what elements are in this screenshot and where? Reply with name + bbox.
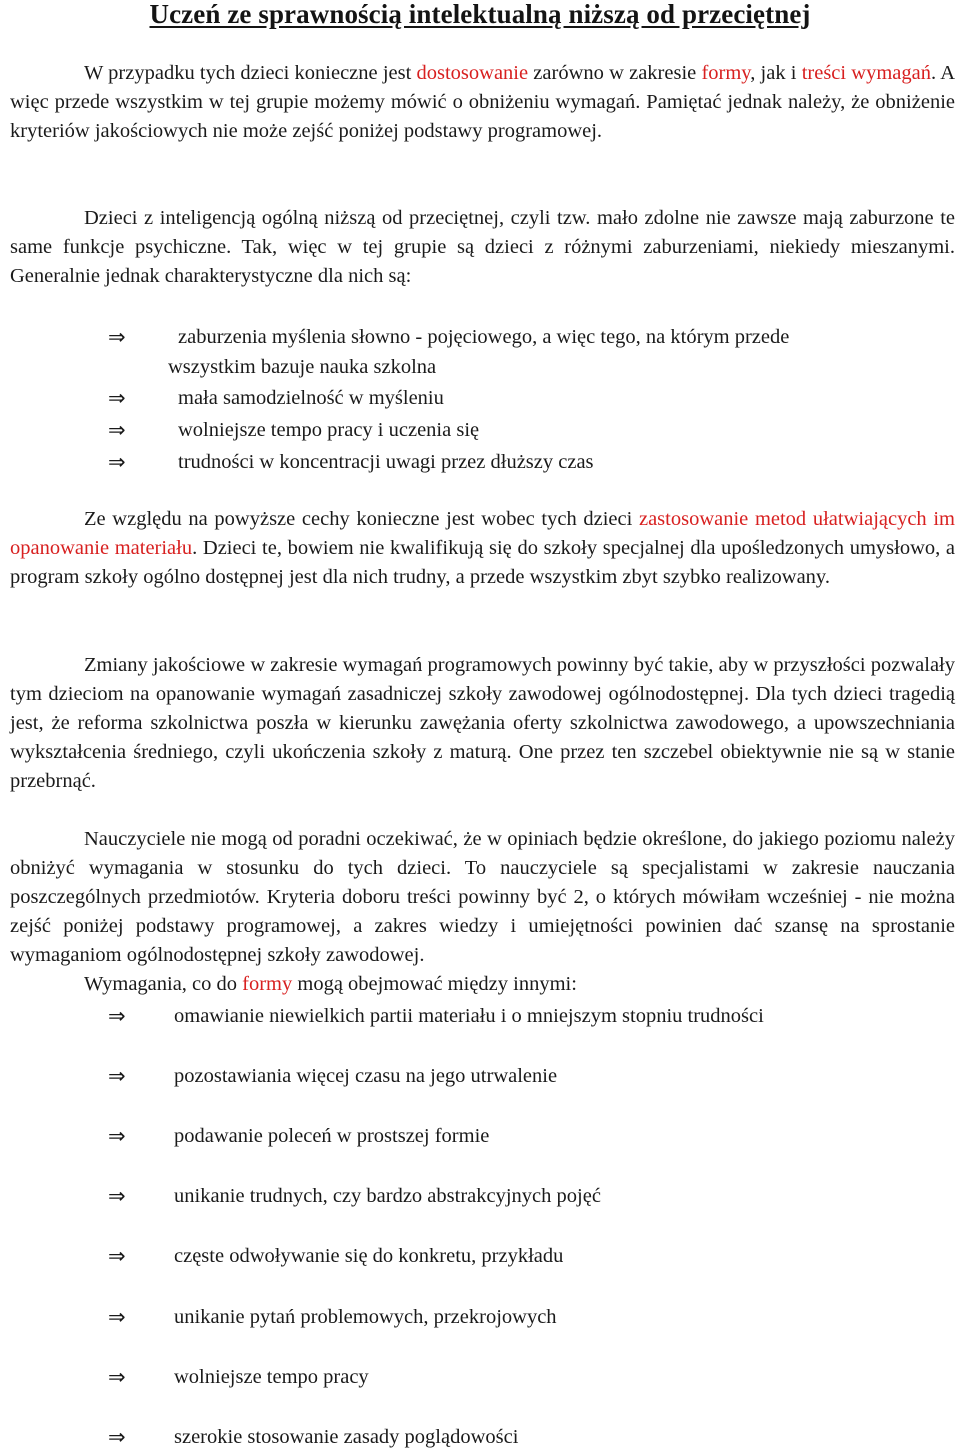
p6-text-2: mogą obejmować między innymi: [292, 973, 577, 995]
p6-highlight-formy: formy [242, 973, 293, 995]
p1-text-1: W przypadku tych dzieci konieczne jest [84, 62, 417, 84]
p1-highlight-tresci: treści wymagań [801, 62, 931, 84]
p1-highlight-formy: formy [701, 62, 751, 84]
p6-text-1: Wymagania, co do [84, 973, 243, 995]
double-arrow-icon: ⇒ [108, 386, 126, 410]
double-arrow-icon: ⇒ [108, 1184, 126, 1208]
paragraph-2: Dzieci z inteligencją ogólną niższą od przeciętnej, czyli tzw. mało zdolne nie zawsze mają zaburzone te same funkcje psychiczne. Tak, więc w tej grupie są dzieci z różnymi zaburzeniami, niekiedy mieszanymi. Generalnie jednak charakterystyczne dla nich są: [10, 207, 955, 287]
p1-text-3: , jak i [750, 62, 802, 84]
double-arrow-icon: ⇒ [108, 1365, 126, 1389]
p1-highlight-dostosowanie: dostosowanie [416, 62, 529, 84]
list-item-text: unikanie pytań problemowych, przekrojowych [174, 1306, 557, 1328]
double-arrow-icon: ⇒ [108, 450, 126, 474]
paragraph-3 [10, 505, 955, 592]
paragraph-5: Nauczyciele nie mogą od poradni oczekiwać, że w opiniach będzie określone, do jakiego poziomu należy obniżyć wymagania w stosunku do tych dzieci. To nauczyciele są specjalistami w zakresie nauczania poszczególnych przedmiotów. Kryteria doboru treści powinny być 2, o których mówiłam wcześniej - nie można zejść poniżej podstawy programowej, a zakres wiedzy i umiejętności powinien dać szansę na sprostanie wymaganiom ogólnodostępnej szkoły zawodowej. [10, 828, 955, 966]
p3-text-1: Ze względu na powyższe cechy konieczne jest wobec tych dzieci [84, 508, 639, 530]
list-item-text: wolniejsze tempo pracy i uczenia się [178, 419, 480, 441]
list-item-text: zaburzenia myślenia słowno - pojęciowego, a więc tego, na którym przede [178, 326, 790, 348]
double-arrow-icon: ⇒ [108, 1124, 126, 1148]
document-title: Uczeń ze sprawnością intelektualną niższą od przeciętnej [149, 0, 811, 29]
double-arrow-icon: ⇒ [108, 1425, 126, 1449]
paragraph-4: Zmiany jakościowe w zakresie wymagań programowych powinny być takie, aby w przyszłości pozwalały tym dzieciom na opanowanie wymagań zasadniczej szkoły zawodowej ogólnodostępnej. Dla tych dzieci tragedią jest, że reforma szkolnictwa poszła w kierunku zawężania oferty szkolnictwa zawodowego, a upowszechniania wykształcenia średniego, czyli ukończenia szkoły z maturą. One przez ten szczebel obiektywnie nie są w stanie przebrnąć. [10, 654, 955, 792]
double-arrow-icon: ⇒ [108, 1004, 126, 1028]
list-item-text: podawanie poleceń w prostszej formie [174, 1125, 490, 1147]
p3-highlight-metody: zastosowanie metod ułatwiających im opanowanie materiału [10, 508, 955, 559]
double-arrow-icon: ⇒ [108, 1244, 126, 1268]
double-arrow-icon: ⇒ [108, 418, 126, 442]
list-item-text: mała samodzielność w myśleniu [178, 387, 444, 409]
list-item-text: wolniejsze tempo pracy [174, 1366, 369, 1388]
list-item-text: unikanie trudnych, czy bardzo abstrakcyjnych pojęć [174, 1185, 601, 1207]
list-item-text: częste odwoływanie się do konkretu, przykładu [174, 1245, 564, 1267]
double-arrow-icon: ⇒ [108, 325, 126, 349]
double-arrow-icon: ⇒ [108, 1064, 126, 1088]
paragraph-6 [10, 970, 955, 999]
list-item-text: wszystkim bazuje nauka szkolna [168, 356, 437, 378]
list-item-text: omawianie niewielkich partii materiału i o mniejszym stopniu trudności [174, 1005, 764, 1027]
p3-text-2: . Dzieci te, bowiem nie kwalifikują się do szkoły specjalnej dla upośledzonych umysłowo, a program szkoły ogólno dostępnej jest dla nich trudny, a przede wszystkim zbyt szybko realizowany. [10, 537, 955, 588]
list-item-text: pozostawiania więcej czasu na jego utrwalenie [174, 1065, 558, 1087]
p1-text-2: zarówno w zakresie [528, 62, 702, 84]
paragraph-1 [10, 59, 955, 146]
list-item-text: szerokie stosowanie zasady poglądowości [174, 1426, 519, 1448]
p1-text-4: . A więc przede wszystkim w tej grupie możemy mówić o obniżeniu wymagań. Pamiętać jednak należy, że obniżenie kryteriów jakościowych nie może zejść poniżej podstawy programowej. [10, 62, 955, 142]
double-arrow-icon: ⇒ [108, 1305, 126, 1329]
list-item-text: trudności w koncentracji uwagi przez dłuższy czas [178, 451, 594, 473]
